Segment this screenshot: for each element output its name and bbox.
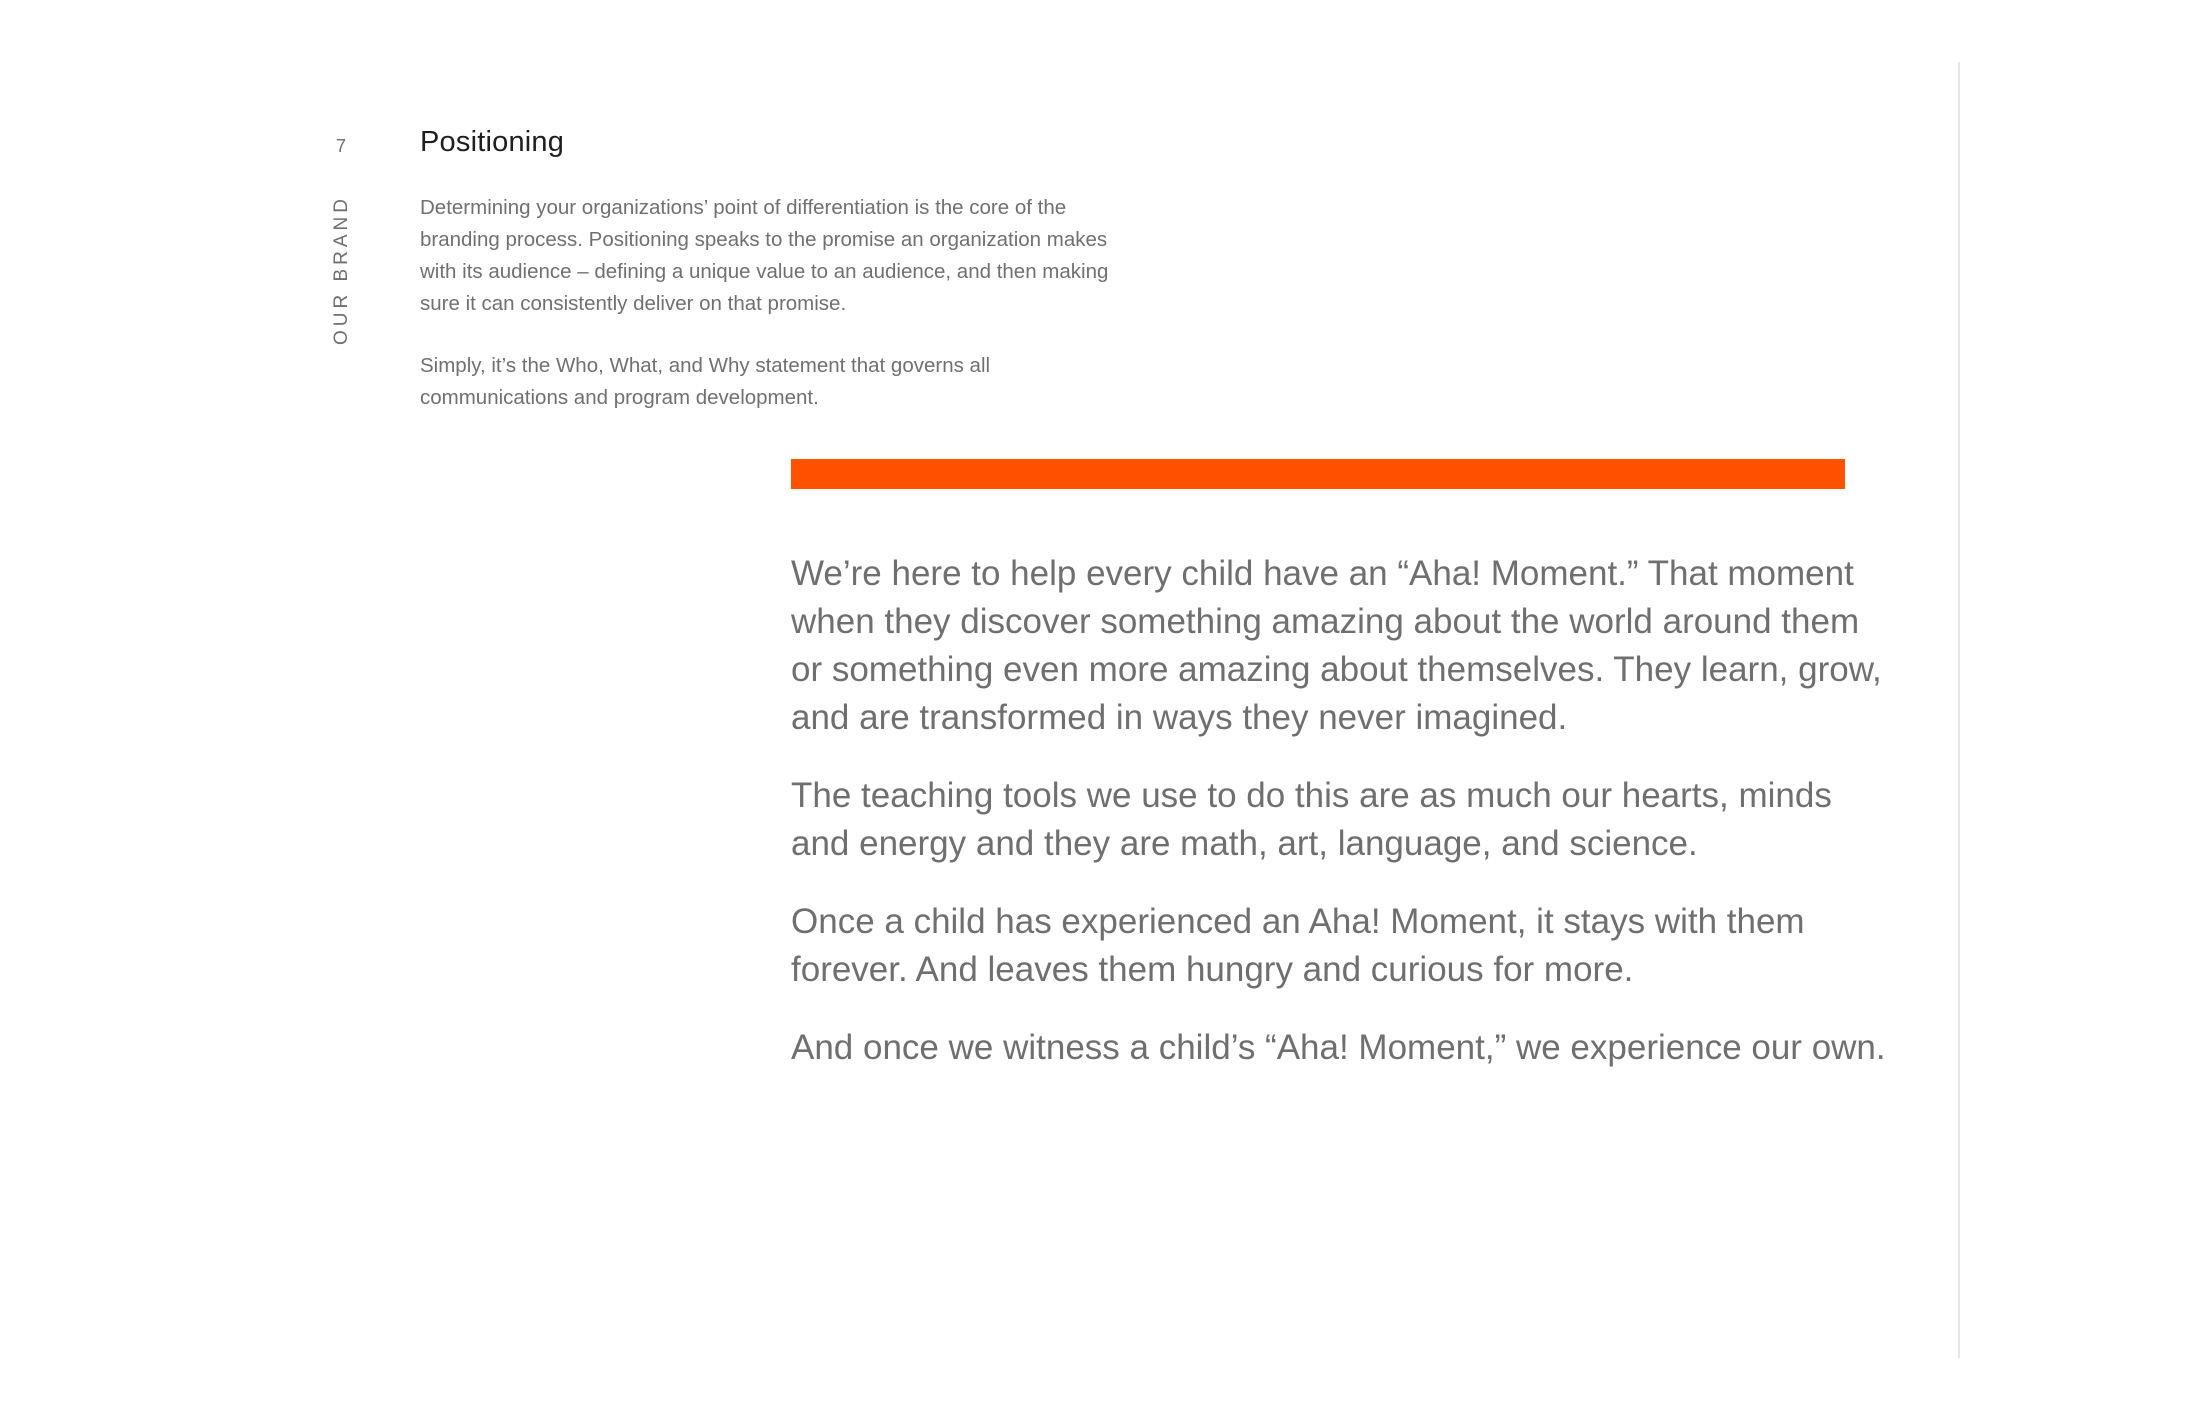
- intro-paragraph-2: Simply, it’s the Who, What, and Why statement that governs all communications and program development.: [420, 354, 991, 409]
- section-label: OUR BRAND: [331, 194, 352, 346]
- intro-text: [420, 192, 1130, 444]
- statement-paragraph-4: And once we witness a child’s “Aha! Moment,” we experience our own.: [791, 1028, 1886, 1067]
- statement-paragraph-2: The teaching tools we use to do this are as much our hearts, minds and energy and they are math, art, language, and science.: [791, 776, 1832, 863]
- intro-paragraph-1: Determining your organizations’ point of differentiation is the core of the branding process. Positioning speaks to the promise an organization makes with its audience – defining a unique value to an audience, and then making sure it can consistently deliver on that promise.: [420, 196, 1109, 315]
- page-title: Positioning: [420, 126, 565, 158]
- statement-paragraph-1: We’re here to help every child have an “Aha! Moment.” That moment when they discover something amazing about the world around them or something even more amazing about themselves. They learn, grow, and are transformed in ways they never imagined.: [791, 554, 1882, 737]
- page-number: 7: [336, 136, 347, 156]
- accent-bar: [791, 459, 1845, 489]
- positioning-statement: [791, 550, 1891, 1102]
- statement-paragraph-3: Once a child has experienced an Aha! Moment, it stays with them forever. And leaves them hungry and curious for more.: [791, 902, 1805, 989]
- page-edge-divider: [1958, 62, 1960, 1358]
